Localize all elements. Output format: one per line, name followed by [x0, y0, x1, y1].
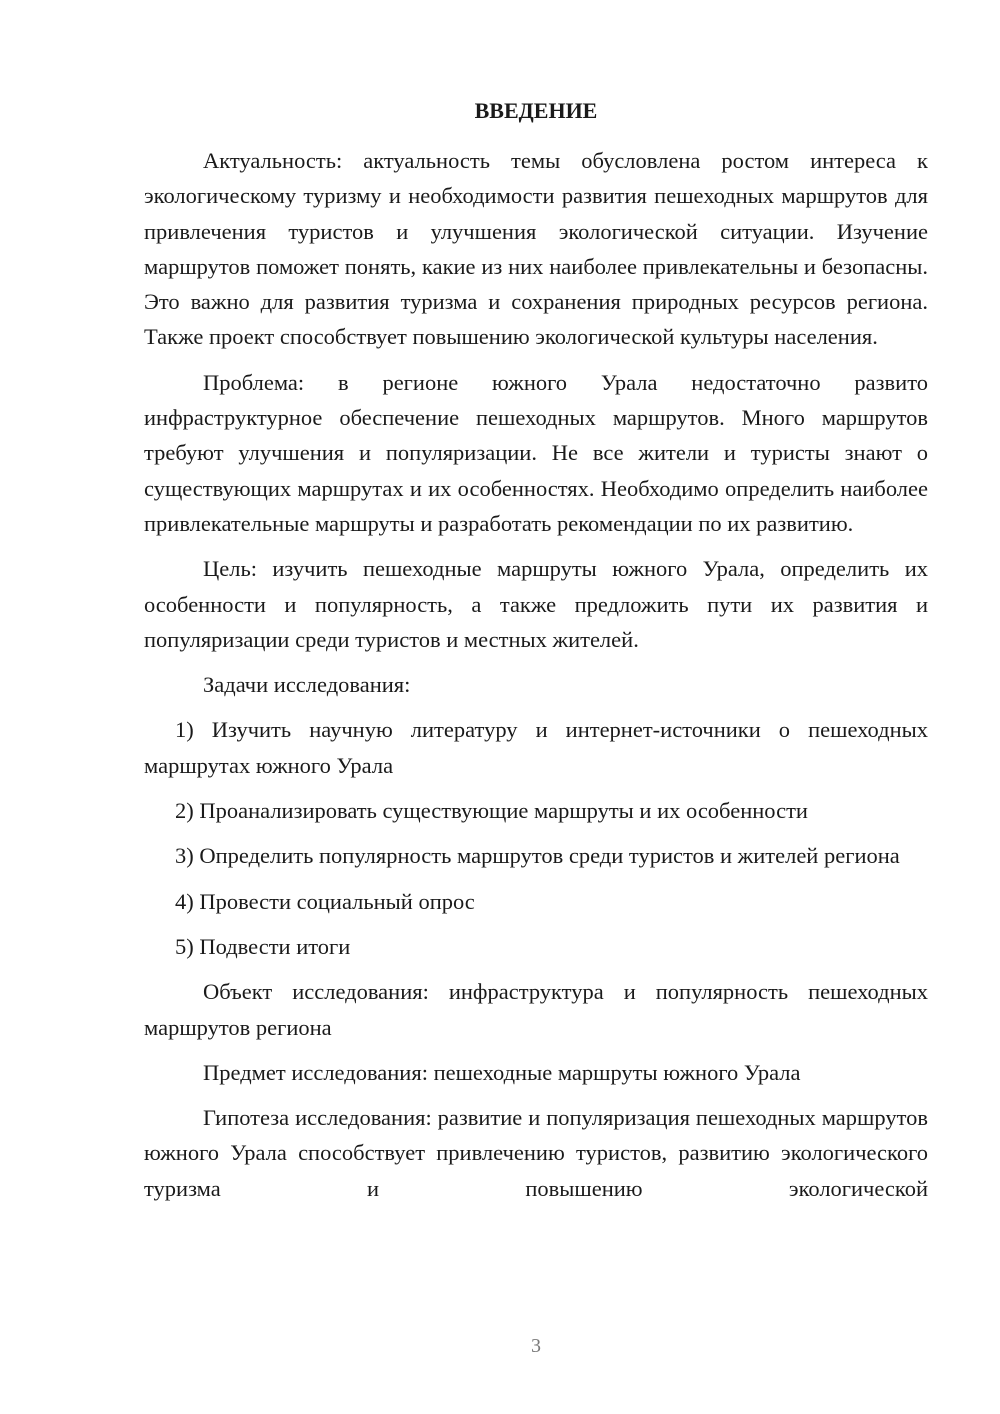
paragraph-subject: Предмет исследования: пешеходные маршруты южного Урала: [203, 1059, 801, 1085]
page-title: ВВЕДЕНИЕ: [474, 98, 598, 123]
task-item-3: 3) Определить популярность маршрутов среди туристов и жителей региона: [175, 843, 900, 869]
document-page: [144, 0, 928, 1414]
paragraph-object: Объект исследования: инфраструктура и популярность пешеходных маршрутов региона: [144, 979, 928, 1040]
paragraph-goal: Цель: изучить пешеходные маршруты южного Урала, определить их особенности и популярность, а также предложить пути их развития и популяризации среди туристов и местных жителей.: [144, 556, 928, 652]
page-number: 3: [531, 1335, 541, 1357]
paragraph-problem: Проблема: в регионе южного Урала недостаточно развито инфраструктурное обеспечение пешеходных маршрутов. Много маршрутов требуют улучшения и популяризации. Не все жители и туристы знают о существующих маршрутах и их особенностях. Необходимо определить наиболее привлекательные маршруты и разработать рекомендации по их развитию.: [144, 369, 928, 536]
task-item-1: 1) Изучить научную литературу и интернет-источники о пешеходных маршрутах южного Урала: [144, 717, 928, 778]
paragraph-hypothesis: Гипотеза исследования: развитие и популяризация пешеходных маршрутов южного Урала способствует привлечению туристов, развитию экологического туризма и повышению экологической: [144, 1105, 928, 1201]
task-item-2: 2) Проанализировать существующие маршруты и их особенности: [175, 798, 808, 824]
tasks-heading: Задачи исследования:: [203, 672, 411, 698]
task-item-5: 5) Подвести итоги: [175, 933, 351, 959]
paragraph-relevance: Актуальность: актуальность темы обусловлена ростом интереса к экологическому туризму и необходимости развития пешеходных маршрутов для привлечения туристов и улучшения экологической ситуации. Изучение маршрутов поможет понять, какие из них наиболее привлекательны и безопасны. Это важно для развития туризма и сохранения природных ресурсов региона. Также проект способствует повышению экологической культуры населения.: [144, 148, 928, 350]
task-item-4: 4) Провести социальный опрос: [175, 888, 475, 914]
document-body: [144, 143, 928, 1216]
